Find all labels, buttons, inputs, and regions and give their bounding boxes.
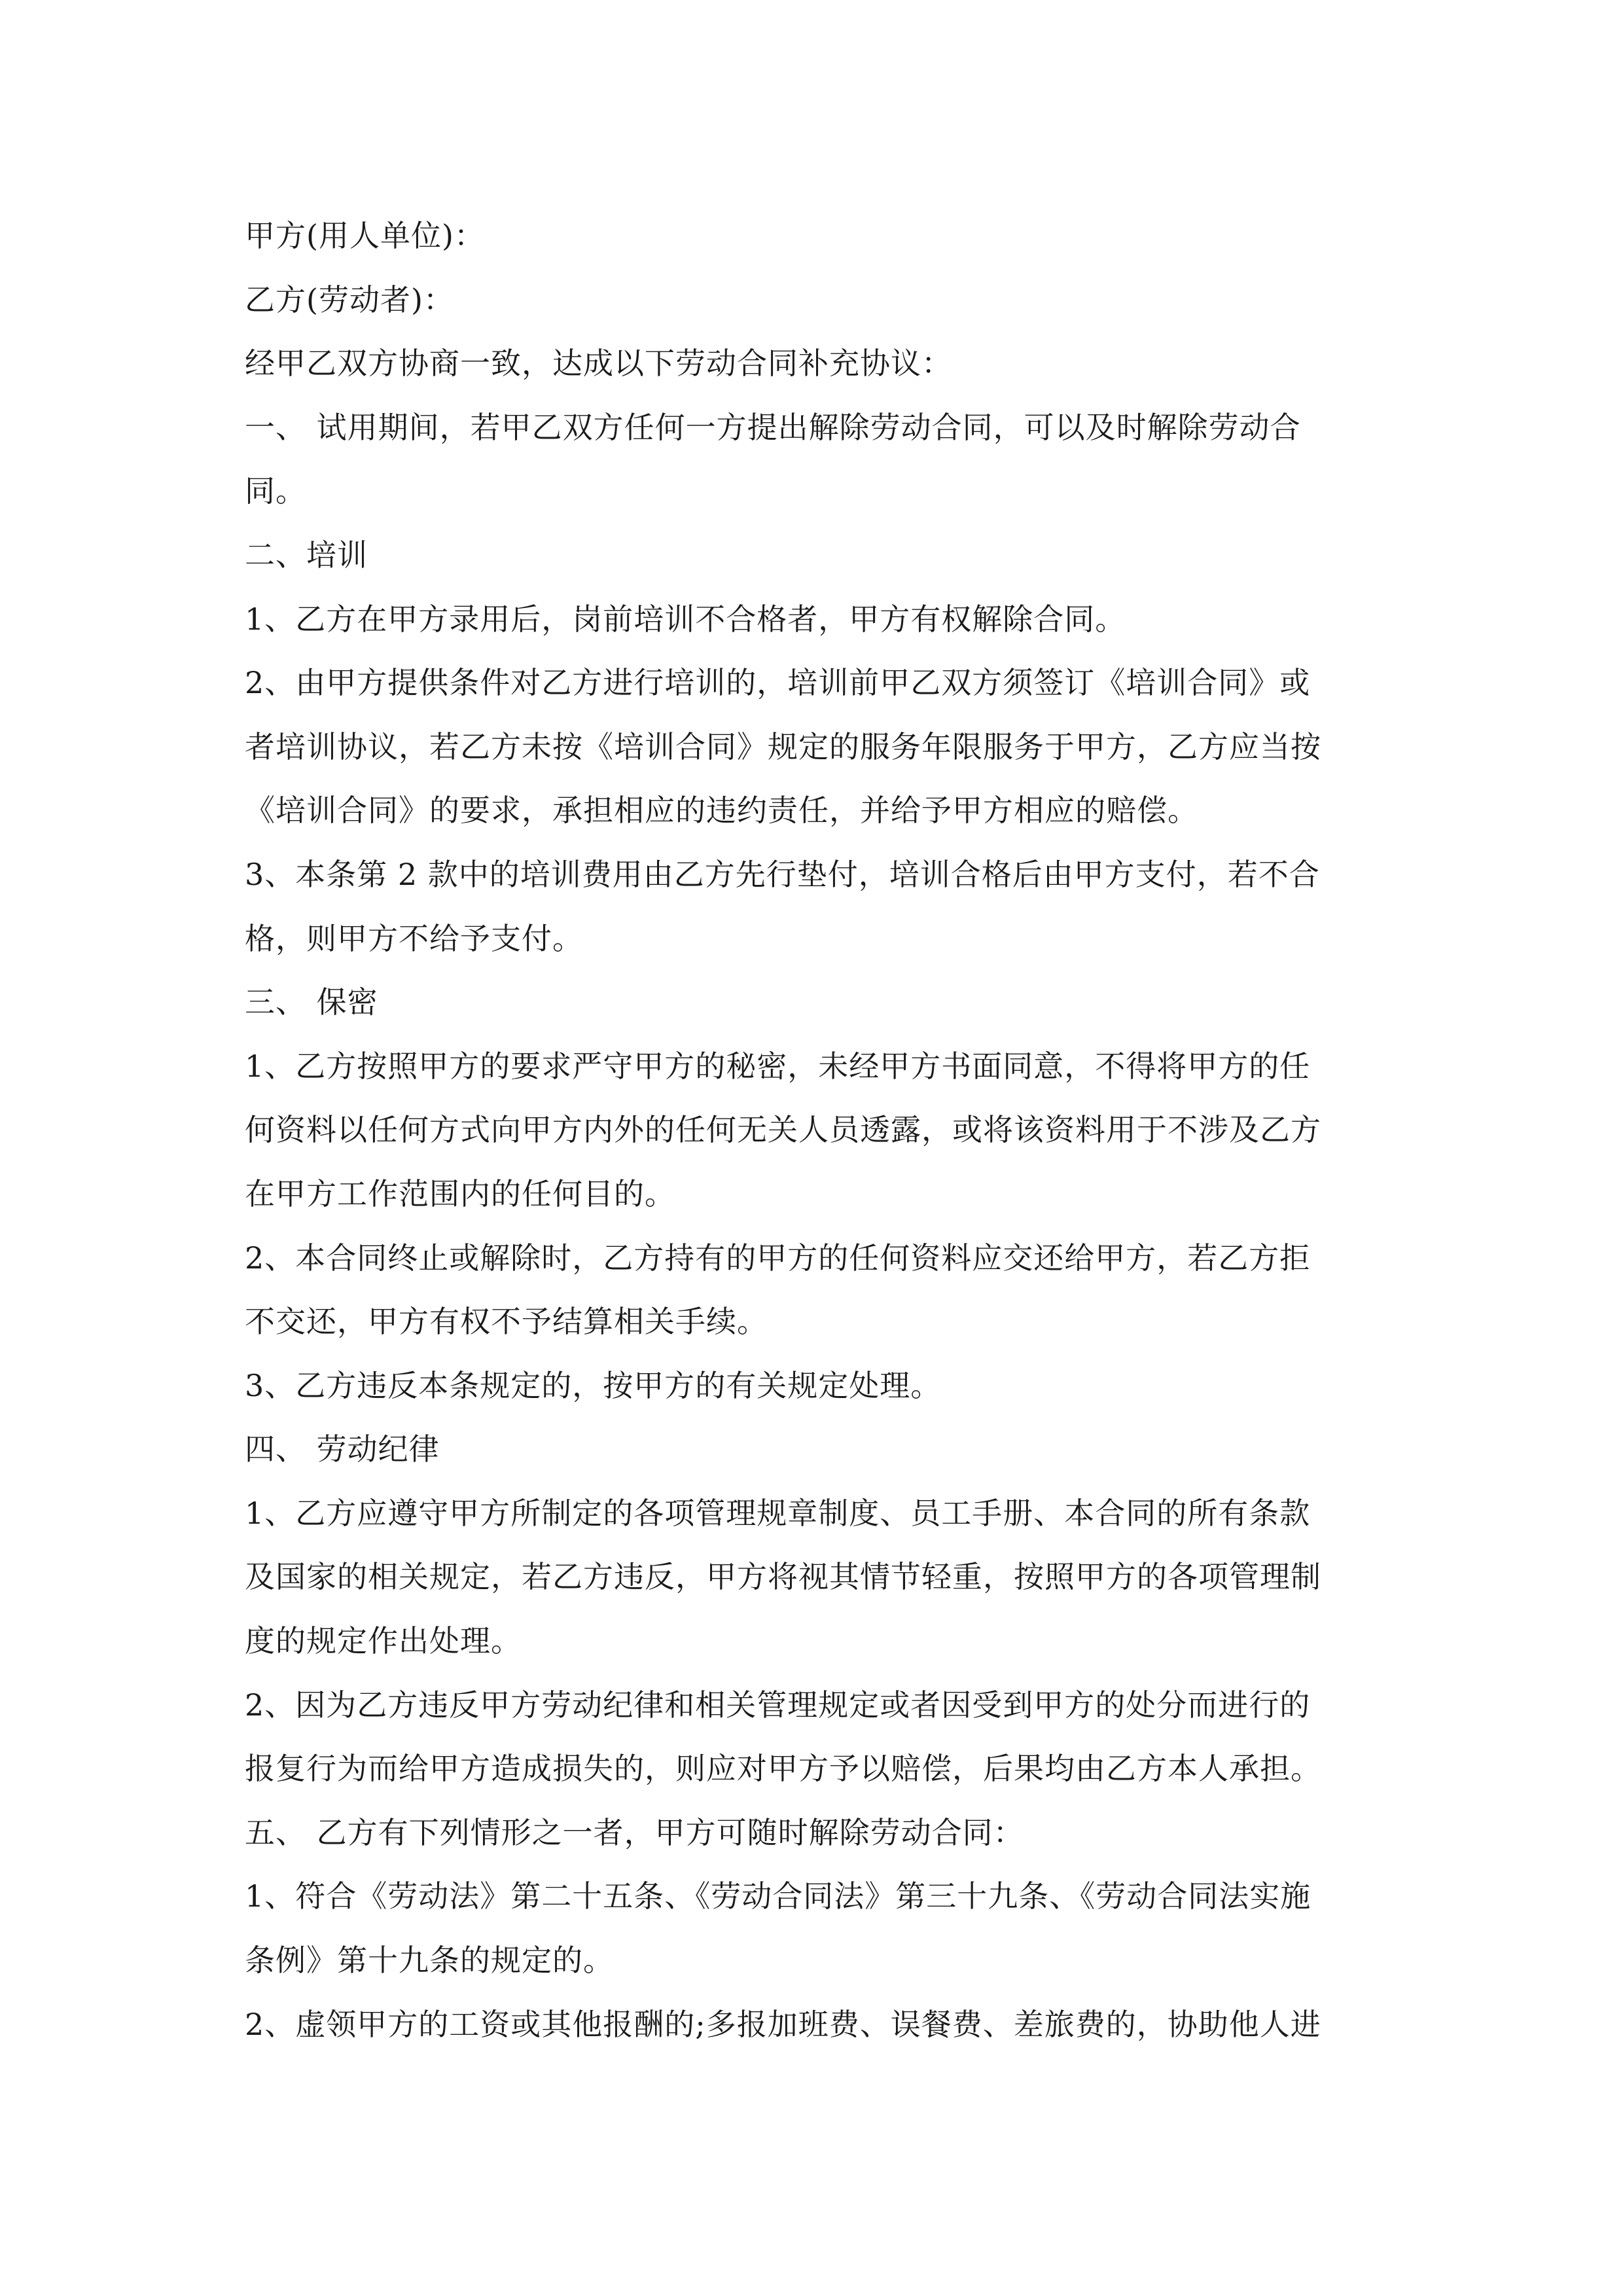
- text-line: 格，则甲方不给予支付。: [245, 920, 583, 956]
- text-line: 在甲方工作范围内的任何目的。: [245, 1175, 675, 1211]
- section-2-heading: 二、培训: [245, 537, 368, 573]
- text-line: 3、乙方违反本条规定的，按甲方的有关规定处理。: [245, 1367, 942, 1403]
- text-line: 1、乙方按照甲方的要求严守甲方的秘密，未经甲方书面同意，不得将甲方的任: [245, 1048, 1311, 1084]
- text-line: 2、本合同终止或解除时，乙方持有的甲方的任何资料应交还给甲方，若乙方拒: [245, 1240, 1311, 1276]
- text-line: 报复行为而给甲方造成损失的，则应对甲方予以赔偿，后果均由乙方本人承担。: [245, 1751, 1321, 1787]
- document-body: [245, 204, 1383, 2056]
- section-3-heading: 三、 保密: [245, 984, 378, 1020]
- text-line: 1、符合《劳动法》第二十五条、《劳动合同法》第三十九条、《劳动合同法实施: [245, 1878, 1311, 1914]
- text-line: 2、因为乙方违反甲方劳动纪律和相关管理规定或者因受到甲方的处分而进行的: [245, 1687, 1311, 1723]
- party-a-line: 甲方(用人单位)：: [245, 218, 485, 253]
- text-line: 不交还，甲方有权不予结算相关手续。: [245, 1304, 768, 1340]
- text-line: 2、虚领甲方的工资或其他报酬的;多报加班费、误餐费、差旅费的，协助他人进: [245, 2006, 1321, 2042]
- text-line: 度的规定作出处理。: [245, 1623, 522, 1659]
- text-line: 2、由甲方提供条件对乙方进行培训的，培训前甲乙双方须签订《培训合同》或: [245, 665, 1311, 701]
- text-line: 1、乙方应遵守甲方所制定的各项管理规章制度、员工手册、本合同的所有条款: [245, 1495, 1311, 1531]
- section-4-heading: 四、 劳动纪律: [245, 1431, 440, 1467]
- text-line: 条例》第十九条的规定的。: [245, 1943, 614, 1979]
- text-line: 同。: [245, 473, 306, 509]
- party-b-line: 乙方(劳动者)：: [245, 281, 454, 317]
- text-line: 《培训合同》的要求，承担相应的违约责任，并给予甲方相应的赔偿。: [245, 793, 1198, 829]
- text-line: 者培训协议，若乙方未按《培训合同》规定的服务年限服务于甲方，乙方应当按: [245, 728, 1321, 764]
- intro-line: 经甲乙双方协商一致，达成以下劳动合同补充协议：: [245, 346, 952, 382]
- text-line: 何资料以任何方式向甲方内外的任何无关人员透露，或将该资料用于不涉及乙方: [245, 1112, 1321, 1148]
- text-line: 1、乙方在甲方录用后，岗前培训不合格者，甲方有权解除合同。: [245, 601, 1126, 637]
- text-line: 3、本条第 2 款中的培训费用由乙方先行垫付，培训合格后由甲方支付，若不合: [245, 856, 1320, 892]
- section-1-heading: 一、 试用期间，若甲乙双方任何一方提出解除劳动合同，可以及时解除劳动合: [245, 409, 1301, 445]
- section-5-heading: 五、 乙方有下列情形之一者，甲方可随时解除劳动合同：: [245, 1814, 1024, 1850]
- text-line: 及国家的相关规定，若乙方违反，甲方将视其情节轻重，按照甲方的各项管理制: [245, 1559, 1321, 1595]
